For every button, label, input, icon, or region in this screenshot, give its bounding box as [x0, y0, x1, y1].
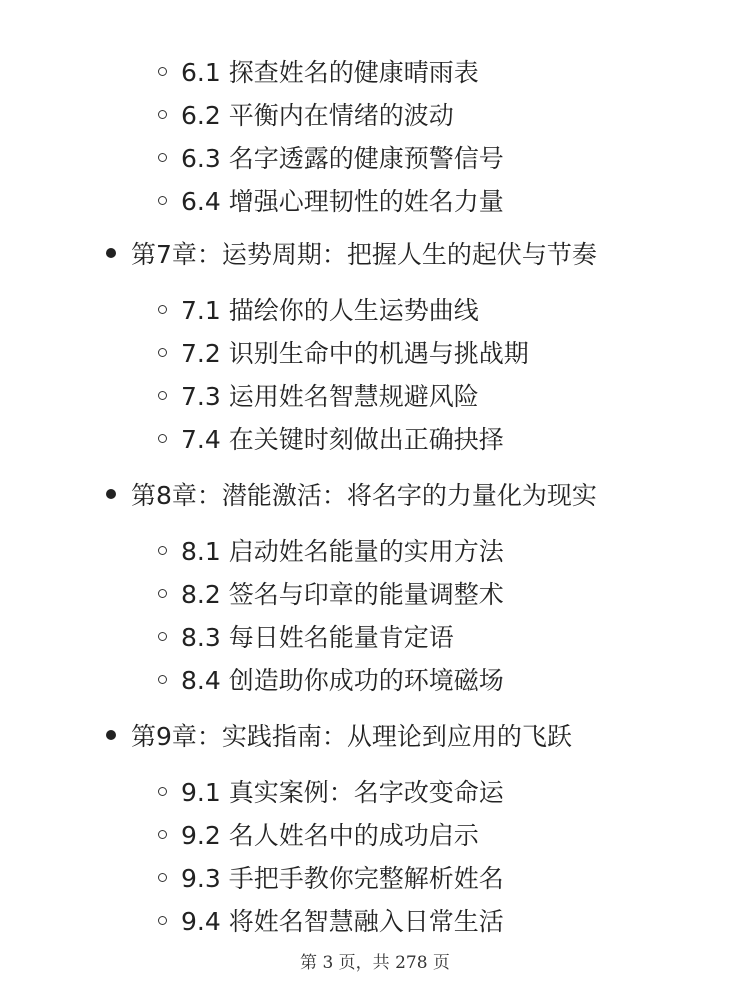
toc-item-label: 第9章：实践指南：从理论到应用的飞跃: [131, 722, 572, 751]
toc-item-label: 7.4 在关键时刻做出正确抉择: [181, 425, 504, 454]
circle-bullet-icon: [158, 434, 167, 443]
toc-section-7-1[interactable]: [158, 292, 479, 328]
circle-bullet-icon: [158, 110, 167, 119]
circle-bullet-icon: [158, 675, 167, 684]
toc-item-label: 9.2 名人姓名中的成功启示: [181, 821, 479, 850]
circle-bullet-icon: [158, 830, 167, 839]
toc-section-6-3[interactable]: [158, 140, 504, 176]
toc-section-6-1[interactable]: [158, 54, 479, 90]
toc-item-label: 6.4 增强心理韧性的姓名力量: [181, 187, 504, 216]
disc-bullet-icon: [106, 730, 116, 740]
toc-section-6-4[interactable]: [158, 183, 504, 219]
toc-item-label: 7.1 描绘你的人生运势曲线: [181, 296, 479, 325]
toc-chapter-8[interactable]: [106, 477, 597, 513]
toc-item-label: 6.2 平衡内在情绪的波动: [181, 101, 454, 130]
circle-bullet-icon: [158, 873, 167, 882]
circle-bullet-icon: [158, 546, 167, 555]
toc-item-label: 9.3 手把手教你完整解析姓名: [181, 864, 504, 893]
toc-item-label: 9.1 真实案例：名字改变命运: [181, 778, 504, 807]
circle-bullet-icon: [158, 348, 167, 357]
toc-item-label: 7.2 识别生命中的机遇与挑战期: [181, 339, 529, 368]
toc-item-label: 6.1 探查姓名的健康晴雨表: [181, 58, 479, 87]
toc-section-8-4[interactable]: [158, 662, 504, 698]
toc-item-label: 8.2 签名与印章的能量调整术: [181, 580, 504, 609]
circle-bullet-icon: [158, 153, 167, 162]
toc-section-7-2[interactable]: [158, 335, 529, 371]
toc-section-8-2[interactable]: [158, 576, 504, 612]
toc-section-7-3[interactable]: [158, 378, 479, 414]
disc-bullet-icon: [106, 248, 116, 258]
toc-chapter-7[interactable]: [106, 236, 597, 272]
toc-section-9-1[interactable]: [158, 774, 504, 810]
toc-item-label: 第7章：运势周期：把握人生的起伏与节奏: [131, 240, 597, 269]
toc-section-9-2[interactable]: [158, 817, 479, 853]
circle-bullet-icon: [158, 391, 167, 400]
page-number-footer: 第 3 页，共 278 页: [300, 953, 450, 973]
toc-section-9-3[interactable]: [158, 860, 504, 896]
circle-bullet-icon: [158, 67, 167, 76]
toc-item-label: 6.3 名字透露的健康预警信号: [181, 144, 504, 173]
toc-chapter-9[interactable]: [106, 718, 572, 754]
circle-bullet-icon: [158, 916, 167, 925]
circle-bullet-icon: [158, 305, 167, 314]
toc-section-8-3[interactable]: [158, 619, 454, 655]
toc-item-label: 8.1 启动姓名能量的实用方法: [181, 537, 504, 566]
toc-item-label: 7.3 运用姓名智慧规避风险: [181, 382, 479, 411]
toc-item-label: 9.4 将姓名智慧融入日常生活: [181, 907, 504, 936]
circle-bullet-icon: [158, 196, 167, 205]
toc-section-8-1[interactable]: [158, 533, 504, 569]
toc-section-9-4[interactable]: [158, 903, 504, 939]
circle-bullet-icon: [158, 632, 167, 641]
disc-bullet-icon: [106, 489, 116, 499]
toc-item-label: 8.3 每日姓名能量肯定语: [181, 623, 454, 652]
toc-section-6-2[interactable]: [158, 97, 454, 133]
circle-bullet-icon: [158, 787, 167, 796]
circle-bullet-icon: [158, 589, 167, 598]
toc-item-label: 8.4 创造助你成功的环境磁场: [181, 666, 504, 695]
toc-section-7-4[interactable]: [158, 421, 504, 457]
toc-item-label: 第8章：潜能激活：将名字的力量化为现实: [131, 481, 597, 510]
